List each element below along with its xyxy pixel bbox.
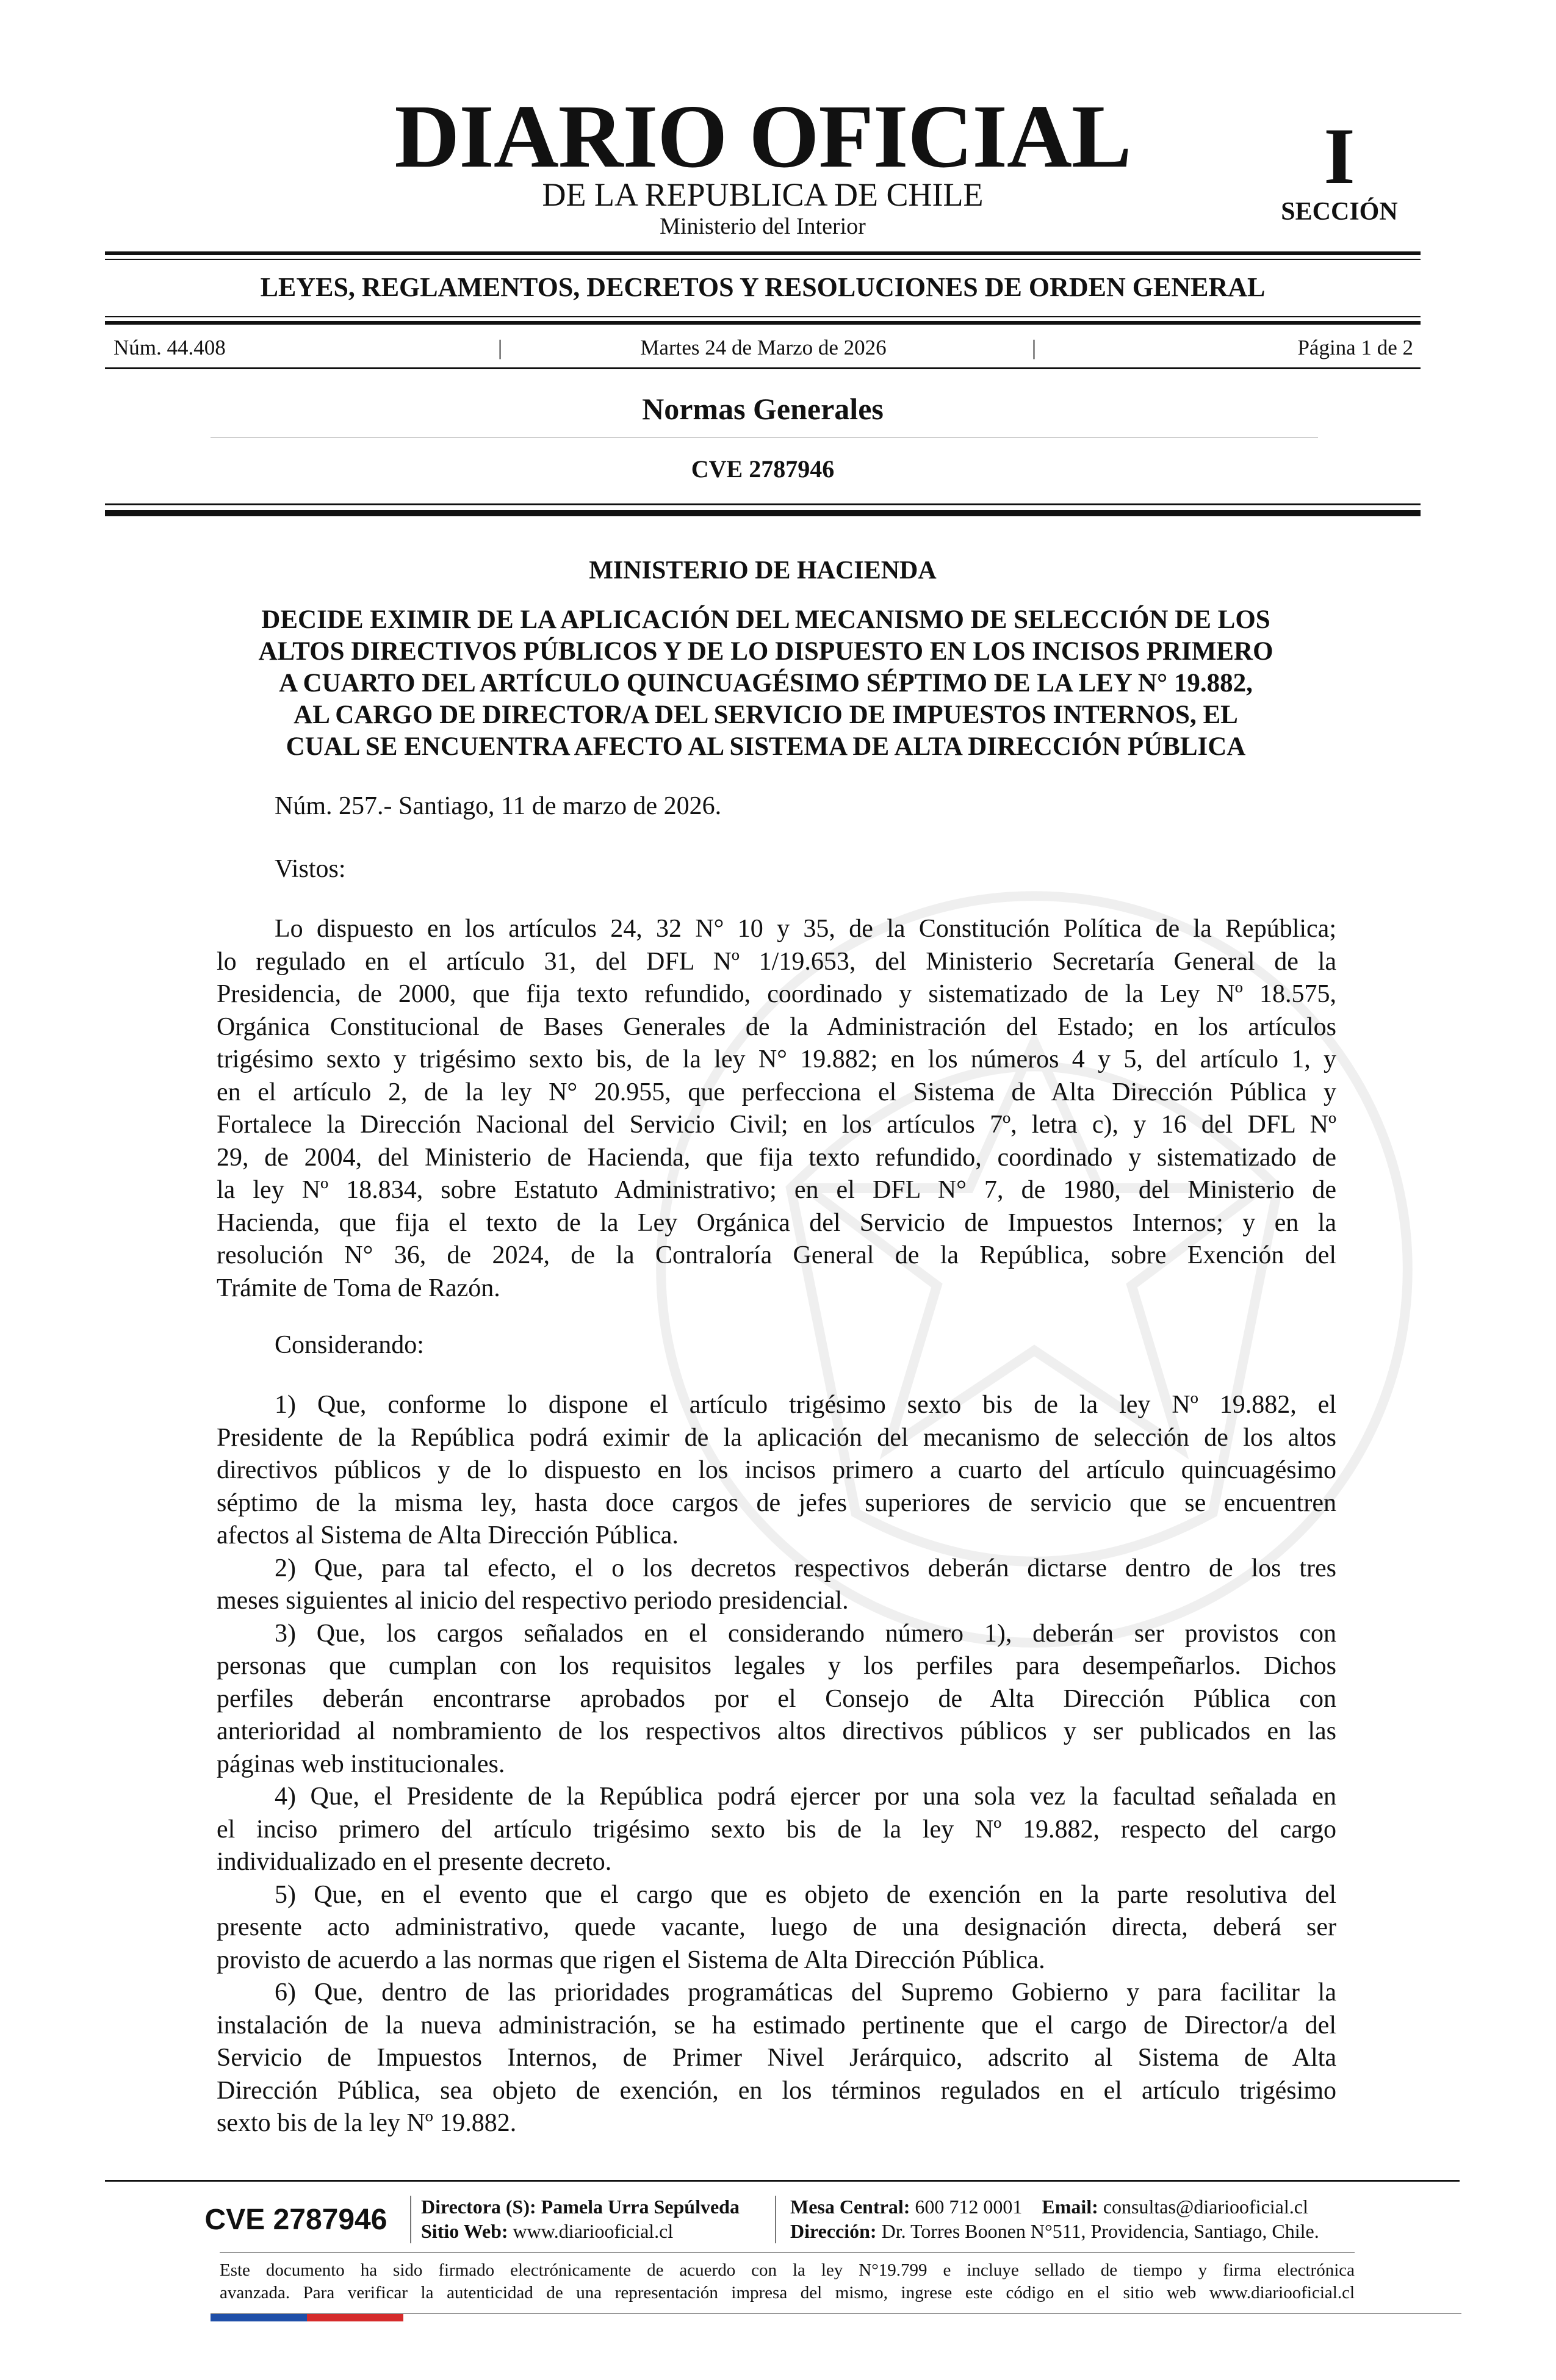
- considerando-line: presente acto administrativo, quede vacante, luego de una designación directa, deberá ser: [217, 1913, 1336, 1941]
- considerando-line: séptimo de la misma ley, hasta doce cargos de jefes superiores de servicio que se encuentren: [217, 1488, 1336, 1517]
- vistos-line: Orgánica Constitucional de Bases Generales de la Administración del Estado; en los artículos: [217, 1012, 1336, 1041]
- masthead-rule-thick: [105, 251, 1421, 255]
- considerando-line: páginas web institucionales.: [217, 1750, 505, 1778]
- decree-title-line: ALTOS DIRECTIVOS PÚBLICOS Y DE LO DISPUESTO EN LOS INCISOS PRIMERO: [258, 637, 1273, 666]
- considerando-item: [217, 1389, 1336, 1552]
- considerando-line: Presidente de la República podrá eximir de la aplicación del mecanismo de selección de los altos: [217, 1423, 1336, 1452]
- considerando-line: provisto de acuerdo a las normas que rigen el Sistema de Alta Dirección Pública.: [217, 1945, 1045, 1974]
- vistos-line: resolución N° 36, de 2024, de la Contraloría General de la República, sobre Exención del: [217, 1241, 1336, 1269]
- considerando-line: anterioridad al nombramiento de los respectivos altos directivos públicos y ser publicados en las: [217, 1717, 1336, 1745]
- footer-contact-info: [790, 2194, 1319, 2243]
- footer-signature-note: [220, 2259, 1355, 2304]
- footer-email-link[interactable]: consultas@diariooficial.cl: [1103, 2196, 1308, 2218]
- considerando-line: sexto bis de la ley Nº 19.882.: [217, 2109, 517, 2137]
- section-label: SECCIÓN: [1281, 198, 1398, 226]
- vistos-paragraph: [217, 913, 1336, 1305]
- considerando-item: [217, 1618, 1336, 1781]
- issue-date: Martes 24 de Marzo de 2026: [640, 336, 887, 359]
- footer-website-label: Sitio Web:: [421, 2220, 508, 2242]
- issue-rule: [105, 367, 1421, 369]
- considerando-line: instalación de la nueva administración, se ha estimado pertinente que el cargo de Director/a del: [217, 2011, 1336, 2039]
- vistos-line: Presidencia, de 2000, que fija texto refundido, coordinado y sistematizado de la Ley Nº 18.575,: [217, 980, 1336, 1008]
- cve-code: CVE 2787946: [691, 455, 835, 483]
- considerando-line: Dirección Pública, sea objeto de exención, en los términos regulados en el artículo trigésimo: [217, 2076, 1336, 2105]
- header-end-rule-thin: [105, 503, 1421, 505]
- header-end-rule-thick: [105, 510, 1421, 516]
- footer-director: Directora (S): Pamela Urra Sepúlveda: [421, 2196, 740, 2218]
- footer-cve-code: CVE 2787946: [204, 2204, 387, 2236]
- vistos-line: trigésimo sexto y trigésimo sexto bis, de la ley N° 19.882; en los números 4 y 5, del artículo 1, y: [217, 1045, 1336, 1073]
- footer-note-line: avanzada. Para verificar la autenticidad de una representación impresa del mismo, ingrese este código en el sitio web www.diariooficial.cl: [220, 2283, 1355, 2302]
- flag-stripe-blue: [211, 2314, 307, 2321]
- footer-address-label: Dirección:: [790, 2220, 877, 2242]
- vistos-line: Lo dispuesto en los artículos 24, 32 N° 10 y 35, de la Constitución Política de la República;: [275, 915, 1336, 943]
- category-rule-thin: [105, 316, 1421, 317]
- considerando-line: 3) Que, los cargos señalados en el considerando número 1), deberán ser provistos con: [275, 1619, 1336, 1648]
- considerando-line: 2) Que, para tal efecto, el o los decretos respectivos deberán dictarse dentro de los tres: [275, 1554, 1336, 1582]
- decree-title-line: AL CARGO DE DIRECTOR/A DEL SERVICIO DE IMPUESTOS INTERNOS, EL: [294, 701, 1238, 729]
- considerando-line: 5) Que, en el evento que el cargo que es objeto de exención en la parte resolutiva del: [275, 1880, 1336, 1909]
- considerando-line: meses siguientes al inicio del respectivo periodo presidencial.: [217, 1587, 849, 1615]
- decree-number-line: Núm. 257.- Santiago, 11 de marzo de 2026.: [275, 792, 722, 820]
- decree-title-line: DECIDE EXIMIR DE LA APLICACIÓN DEL MECANISMO DE SELECCIÓN DE LOS: [261, 605, 1270, 634]
- footer-phone-label: Mesa Central:: [790, 2196, 910, 2218]
- masthead-subtitle: DE LA REPUBLICA DE CHILE: [542, 176, 984, 213]
- footer-website-link[interactable]: www.diariooficial.cl: [513, 2220, 674, 2242]
- considerando-heading: Considerando:: [275, 1331, 424, 1359]
- category-rule-thick: [105, 321, 1421, 325]
- considerando-item: [217, 1552, 1336, 1618]
- norm-section-title: Normas Generales: [642, 392, 884, 426]
- footer-note-rule: [220, 2252, 1355, 2253]
- decree-title-line: A CUARTO DEL ARTÍCULO QUINCUAGÉSIMO SÉPTIMO DE LA LEY N° 19.882,: [279, 669, 1253, 698]
- section-number: I: [1324, 111, 1355, 201]
- issue-separator: |: [1032, 336, 1037, 359]
- considerando-line: el inciso primero del artículo trigésimo sexto bis de la ley Nº 19.882, respecto del cargo: [217, 1815, 1336, 1844]
- considerando-line: personas que cumplan con los requisitos legales y los perfiles para desempeñarlos. Dichos: [217, 1652, 1336, 1680]
- decree-title: [201, 604, 1330, 763]
- considerando-item: [217, 1781, 1336, 1879]
- considerando-line: individualizado en el presente decreto.: [217, 1848, 612, 1876]
- norm-section-rule: [211, 437, 1318, 438]
- issue-separator: |: [498, 336, 503, 359]
- page-indicator: Página 1 de 2: [1297, 336, 1413, 359]
- category-heading: LEYES, REGLAMENTOS, DECRETOS Y RESOLUCIONES DE ORDEN GENERAL: [260, 272, 1266, 302]
- considerando-item: [217, 1977, 1336, 2140]
- considerando-item: [217, 1879, 1336, 1977]
- footer-divider: [410, 2196, 411, 2243]
- issue-info-row: [113, 334, 1413, 361]
- footer-director-info: [421, 2194, 740, 2243]
- masthead-ministry: Ministerio del Interior: [660, 214, 866, 239]
- considerando-line: afectos al Sistema de Alta Dirección Pública.: [217, 1521, 679, 1549]
- vistos-heading: Vistos:: [275, 855, 346, 883]
- footer-divider: [775, 2196, 776, 2243]
- considerando-line: directivos públicos y de lo dispuesto en los incisos primero a cuarto del artículo quincuagésimo: [217, 1456, 1336, 1484]
- vistos-line: 29, de 2004, del Ministerio de Hacienda, que fija texto refundido, coordinado y sistematizado de: [217, 1143, 1336, 1172]
- footer-phone: 600 712 0001: [915, 2196, 1023, 2218]
- masthead-rule-thin: [105, 259, 1421, 260]
- footer-rule: [105, 2180, 1460, 2182]
- masthead-title: DIARIO OFICIAL: [394, 87, 1131, 187]
- considerando-line: 1) Que, conforme lo dispone el artículo trigésimo sexto bis de la ley Nº 19.882, el: [275, 1391, 1336, 1419]
- footer-note-line: Este documento ha sido firmado electrónicamente de acuerdo con la ley N°19.799 e incluye sellado de tiempo y firma electrónica: [220, 2260, 1355, 2280]
- vistos-line: en el artículo 2, de la ley N° 20.955, que perfecciona el Sistema de Alta Dirección Pública y: [217, 1078, 1336, 1106]
- considerando-line: 4) Que, el Presidente de la República podrá ejercer por una sola vez la facultad señalada en: [275, 1783, 1336, 1811]
- considerandos-list: [217, 1389, 1336, 2140]
- vistos-line: Hacienda, que fija el texto de la Ley Orgánica del Servicio de Impuestos Internos; y en la: [217, 1208, 1336, 1237]
- flag-stripe-red: [307, 2314, 403, 2321]
- decree-title-line: CUAL SE ENCUENTRA AFECTO AL SISTEMA DE ALTA DIRECCIÓN PÚBLICA: [286, 732, 1246, 761]
- vistos-line: lo regulado en el artículo 31, del DFL Nº 1/19.653, del Ministerio Secretaría General de la: [217, 947, 1336, 976]
- footer-email-label: Email:: [1042, 2196, 1098, 2218]
- vistos-line: la ley Nº 18.834, sobre Estatuto Administrativo; en el DFL N° 7, de 1980, del Ministerio de: [217, 1176, 1336, 1204]
- issue-number: Núm. 44.408: [113, 336, 226, 359]
- vistos-line: Fortalece la Dirección Nacional del Servicio Civil; en los artículos 7º, letra c), y 16 del DFL Nº: [217, 1111, 1336, 1139]
- considerando-line: Servicio de Impuestos Internos, de Primer Nivel Jerárquico, adscrito al Sistema de Alta: [217, 2044, 1336, 2072]
- considerando-line: 6) Que, dentro de las prioridades programáticas del Supremo Gobierno y para facilitar la: [275, 1978, 1336, 2007]
- footer-address: Dr. Torres Boonen N°511, Providencia, Santiago, Chile.: [881, 2220, 1319, 2242]
- considerando-line: perfiles deberán encontrarse aprobados por el Consejo de Alta Dirección Pública con: [217, 1684, 1336, 1713]
- ministry-heading: MINISTERIO DE HACIENDA: [589, 557, 937, 585]
- vistos-line: Trámite de Toma de Razón.: [217, 1274, 500, 1302]
